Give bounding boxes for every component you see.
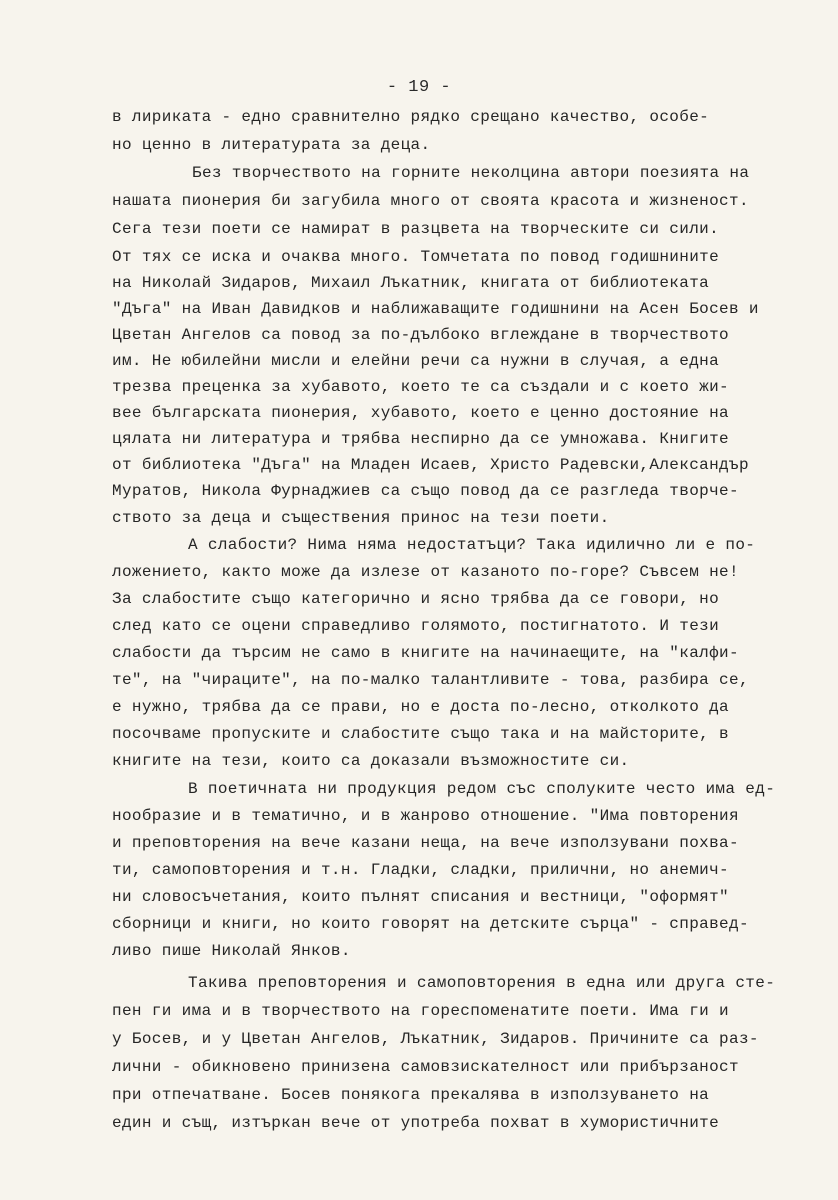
- page-number: - 19 -: [386, 78, 452, 97]
- text-line: от библиотека "Дъга" на Младен Исаев, Христо Радевски,Александър: [112, 456, 749, 474]
- text-line: ството за деца и съществения принос на тези поети.: [112, 509, 610, 527]
- text-line: Без творчеството на горните неколцина автори поезията на: [192, 164, 750, 182]
- text-line: Цветан Ангелов са повод за по-дълбоко вглеждане в творчеството: [112, 326, 729, 344]
- text-line: нообразие и в тематично, и в жанрово отношение. "Има повторения: [112, 807, 739, 825]
- text-line: Муратов, Никола Фурнаджиев са също повод да се разгледа творче-: [112, 482, 739, 500]
- text-line: е нужно, трябва да се прави, но е доста по-лесно, отколкото да: [112, 698, 729, 716]
- text-line: ложението, както може да излезе от казаното по-горе? Съвсем не!: [112, 563, 739, 581]
- text-line: Такива преповторения и самоповторения в една или друга сте-: [188, 974, 776, 992]
- text-line: ти, самоповторения и т.н. Гладки, сладки, прилични, но анемич-: [112, 861, 729, 879]
- text-line: А слабости? Нима няма недостатъци? Така идилично ли е по-: [188, 536, 756, 554]
- text-line: при отпечатване. Босев понякога прекалява в използуването на: [112, 1086, 710, 1104]
- text-line: ни словосъчетания, които пълнят списания и вестници, "оформят": [112, 888, 729, 906]
- text-line: От тях се иска и очаква много. Томчетата по повод годишнините: [112, 248, 720, 266]
- text-line: в лириката - едно сравнително рядко срещано качество, особе-: [112, 108, 710, 126]
- text-line: лични - обикновено принизена самовзискателност или прибързаност: [112, 1058, 739, 1076]
- text-line: трезва преценка за хубавото, което те са създали и с което жи-: [112, 378, 729, 396]
- text-line: сборници и книги, но които говорят на детските сърца" - справед-: [112, 915, 749, 933]
- text-line: у Босев, и у Цветан Ангелов, Лъкатник, Зидаров. Причините са раз-: [112, 1030, 759, 1048]
- text-line: слабости да търсим не само в книгите на начинаещите, на "калфи-: [112, 644, 739, 662]
- text-line: след като се оцени справедливо голямото, постигнатото. И тези: [112, 617, 720, 635]
- text-line: на Николай Зидаров, Михаил Лъкатник, книгата от библиотеката: [112, 274, 710, 292]
- text-line: За слабостите също категорично и ясно трябва да се говори, но: [112, 590, 720, 608]
- text-line: посочваме пропуските и слабостите също така и на майсторите, в: [112, 725, 729, 743]
- text-line: "Дъга" на Иван Давидков и наближаващите годишнини на Асен Босев и: [112, 300, 759, 318]
- text-line: те", на "чираците", на по-малко талантливите - това, разбира се,: [112, 671, 749, 689]
- text-line: един и същ, изтъркан вече от употреба похват в хумористичните: [112, 1114, 720, 1132]
- text-line: пен ги има и в творчеството на гореспоменатите поети. Има ги и: [112, 1002, 729, 1020]
- text-line: ливо пише Николай Янков.: [112, 942, 351, 960]
- text-line: им. Не юбилейни мисли и елейни речи са нужни в случая, а една: [112, 352, 720, 370]
- text-line: нашата пионерия би загубила много от своята красота и жизненост.: [112, 192, 749, 210]
- text-line: но ценно в литературата за деца.: [112, 136, 431, 154]
- text-line: и преповторения на вече казани неща, на вече използувани похва-: [112, 834, 739, 852]
- text-line: цялата ни литература и трябва неспирно да се умножава. Книгите: [112, 430, 729, 448]
- text-line: вее българската пионерия, хубавото, което е ценно достояние на: [112, 404, 729, 422]
- text-line: В поетичната ни продукция редом със сполуките често има ед-: [188, 780, 776, 798]
- text-line: книгите на тези, които са доказали възможностите си.: [112, 752, 630, 770]
- text-line: Сега тези поети се намират в разцвета на творческите си сили.: [112, 220, 720, 238]
